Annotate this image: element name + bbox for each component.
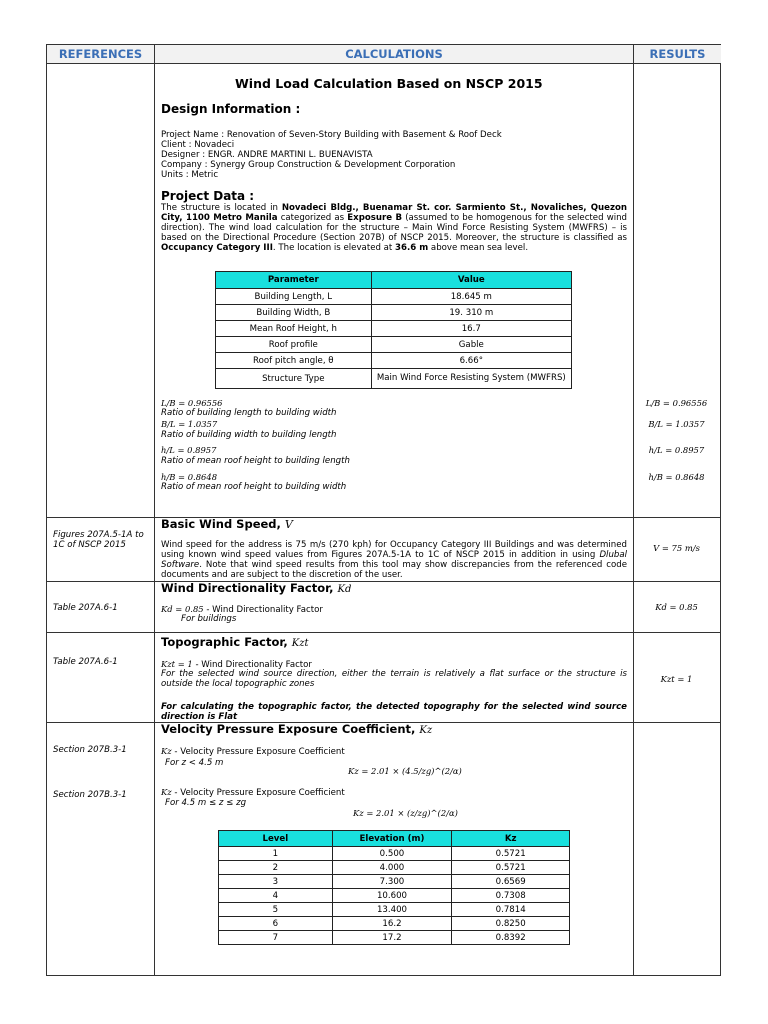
text: The structure is located in [161, 203, 282, 213]
company: Company : Synergy Group Construction & Development Corporation [161, 160, 456, 170]
level-cell: 6 [219, 917, 333, 931]
param-cell: Roof pitch angle, θ [216, 353, 372, 369]
column-divider [633, 45, 634, 975]
row-divider [47, 632, 720, 633]
design-info-block [161, 130, 631, 180]
results-header: RESULTS [634, 45, 721, 63]
basic-wind-text [161, 540, 627, 580]
row-divider [47, 63, 720, 64]
level-cell: 5 [219, 903, 333, 917]
table-row [216, 305, 572, 321]
elevation-cell: 13.400 [332, 903, 452, 917]
row-divider [47, 581, 720, 582]
text: categorized as [277, 213, 348, 223]
param-cell: Building Length, L [216, 289, 372, 305]
directionality-heading [161, 581, 351, 595]
ratio-lb-eq: L/B = 0.96556 [161, 398, 223, 408]
table-row [216, 369, 572, 389]
ref-directionality: Table 207A.6-1 [53, 603, 118, 613]
elevation-cell: 17.2 [332, 931, 452, 945]
text: . Note that wind speed results from this tool may show discrepancies from the referenced code documents and are subject to the discretion of the user. [161, 560, 627, 580]
level-cell: 2 [219, 861, 333, 875]
elevation-cell: 10.600 [332, 889, 452, 903]
table-row [219, 903, 570, 917]
level-header: Level [219, 831, 333, 847]
address: Novadeci Bldg., Buenamar St. cor. Sarmiento St., Novaliches, Quezon City, 1100 Metro Manila [161, 203, 627, 223]
kz-cell: 0.5721 [452, 861, 570, 875]
equation: Kzt = 1 [161, 659, 193, 669]
project-name: Project Name : Renovation of Seven-Story Building with Basement & Roof Deck [161, 130, 502, 140]
symbol: V [284, 518, 293, 531]
table-row [216, 289, 572, 305]
designer: Designer : ENGR. ANDRE MARTINI L. BUENAVISTA [161, 150, 373, 160]
ref-basic-wind: Figures 207A.5-1A to 1C of NSCP 2015 [53, 530, 144, 550]
param-cell: Mean Roof Height, h [216, 321, 372, 337]
text: (assumed to be homogenous for the selected wind direction). The wind load calculation for the structure – Main Wind Force Resisting System (MWFRS) – is based on the Directional Procedure (Section 207B) of NSCP 2015. Moreover, the structure is classified as [161, 213, 628, 243]
symbol: Kzt [291, 638, 309, 649]
result-hl: h/L = 0.8957 [648, 445, 705, 455]
kz-cell: 0.8392 [452, 931, 570, 945]
elevation-header: Elevation (m) [332, 831, 452, 847]
topographic-bold-note: For calculating the topographic factor, the detected topography for the selected wind source direction is Flat [161, 702, 627, 722]
text: - Wind Directionality Factor [192, 660, 312, 670]
symbol: Kz [161, 746, 172, 756]
table-row [219, 861, 570, 875]
occupancy: Occupancy Category III [161, 243, 273, 253]
result-wind-speed: V = 75 m/s [653, 543, 700, 553]
value-header: Value [371, 272, 571, 289]
topographic-heading [161, 635, 308, 649]
velocity-heading [161, 722, 432, 736]
table-row [219, 847, 570, 861]
ratio-hb-eq: h/B = 0.8648 [161, 472, 218, 482]
basic-wind-heading [161, 517, 293, 531]
result-kzt: Kzt = 1 [660, 674, 693, 684]
value-cell: Main Wind Force Resisting System (MWFRS) [371, 369, 571, 389]
value-cell: 19. 310 m [371, 305, 571, 321]
symbol: Kz [161, 787, 172, 797]
symbol: Kd [337, 584, 352, 595]
value-cell: 6.66° [371, 353, 571, 369]
kz-line-2 [161, 787, 345, 798]
table-row [219, 931, 570, 945]
text: . The location is elevated at [272, 243, 396, 253]
table-row [219, 875, 570, 889]
kz-line-1 [161, 746, 345, 757]
kz-cell: 0.6569 [452, 875, 570, 889]
ratio-bl-desc: Ratio of building width to building length [161, 430, 337, 440]
ratio-lb-desc: Ratio of building length to building width [161, 408, 337, 418]
level-cell: 7 [219, 931, 333, 945]
table-row [219, 917, 570, 931]
client: Client : Novadeci [161, 140, 235, 150]
table-row [216, 321, 572, 337]
text: - Velocity Pressure Exposure Coefficient [171, 788, 345, 798]
kz-header: Kz [452, 831, 570, 847]
level-cell: 4 [219, 889, 333, 903]
text: - Velocity Pressure Exposure Coefficient [171, 747, 345, 757]
text: Wind speed for the address is 75 m/s (270 kph) for Occupancy Category III Buildings and was determined using known wind speed values from Figures 207A.5-1A to 1C of NSCP 2015 in addition in using [161, 540, 627, 560]
result-bl: B/L = 1.0357 [648, 419, 705, 429]
elevation: 36.6 m [395, 243, 429, 253]
param-cell: Structure Type [216, 369, 372, 389]
elevation-cell: 0.500 [332, 847, 452, 861]
ref-velocity-1: Section 207B.3-1 [53, 745, 127, 755]
result-hb: h/B = 0.8648 [648, 472, 705, 482]
elevation-cell: 7.300 [332, 875, 452, 889]
kz-condition-1: For z < 4.5 m [165, 758, 224, 768]
elevation-cell: 16.2 [332, 917, 452, 931]
design-info-heading: Design Information : [161, 102, 301, 116]
elevation-cell: 4.000 [332, 861, 452, 875]
table-row [216, 353, 572, 369]
heading-text: Wind Directionality Factor, [161, 581, 338, 595]
result-lb: L/B = 0.96556 [645, 398, 708, 408]
ratio-hl-eq: h/L = 0.8957 [161, 445, 217, 455]
level-cell: 3 [219, 875, 333, 889]
page-title: Wind Load Calculation Based on NSCP 2015 [235, 76, 543, 91]
kz-cell: 0.5721 [452, 847, 570, 861]
exposure: Exposure B [347, 213, 403, 223]
row-divider [47, 517, 720, 518]
directionality-note: For buildings [181, 614, 237, 624]
param-header: Parameter [216, 272, 372, 289]
table-row [216, 337, 572, 353]
kz-cell: 0.7814 [452, 903, 570, 917]
equation: Kd = 0.85 [161, 604, 204, 614]
kz-cell: 0.7308 [452, 889, 570, 903]
parameter-table [215, 271, 572, 389]
software-name: Dlubal Software [161, 550, 627, 570]
param-cell: Building Width, B [216, 305, 372, 321]
project-data-paragraph [161, 203, 627, 253]
units: Units : Metric [161, 170, 219, 180]
value-cell: 18.645 m [371, 289, 571, 305]
kz-formula-2: Kz = 2.01 × (z/zg)^(2/α) [353, 808, 458, 818]
ref-velocity-2: Section 207B.3-1 [53, 790, 127, 800]
kz-cell: 0.8250 [452, 917, 570, 931]
symbol: Kz [419, 725, 433, 736]
calculations-header: CALCULATIONS [155, 45, 633, 63]
project-data-heading: Project Data : [161, 189, 255, 203]
ratio-hb-desc: Ratio of mean roof height to building width [161, 482, 347, 492]
ratio-bl-eq: B/L = 1.0357 [161, 419, 218, 429]
kz-formula-1: Kz = 2.01 × (4.5/zg)^(2/α) [348, 766, 462, 776]
kz-table [218, 830, 570, 945]
param-cell: Roof profile [216, 337, 372, 353]
column-divider [154, 45, 155, 975]
heading-text: Velocity Pressure Exposure Coefficient, [161, 722, 420, 736]
value-cell: 16.7 [371, 321, 571, 337]
topographic-note: For the selected wind source direction, either the terrain is relatively a flat surface or the structure is outside the local topographic zones [161, 669, 627, 689]
text: above mean sea level. [428, 243, 529, 253]
value-cell: Gable [371, 337, 571, 353]
ref-topographic: Table 207A.6-1 [53, 657, 118, 667]
kz-condition-2: For 4.5 m ≤ z ≤ zg [165, 798, 247, 808]
heading-text: Topographic Factor, [161, 635, 292, 649]
text: - Wind Directionality Factor [203, 605, 323, 615]
result-kd: Kd = 0.85 [655, 602, 698, 612]
ratio-hl-desc: Ratio of mean roof height to building length [161, 456, 350, 466]
level-cell: 1 [219, 847, 333, 861]
references-header: REFERENCES [47, 45, 154, 63]
table-row [219, 889, 570, 903]
heading-text: Basic Wind Speed, [161, 517, 285, 531]
